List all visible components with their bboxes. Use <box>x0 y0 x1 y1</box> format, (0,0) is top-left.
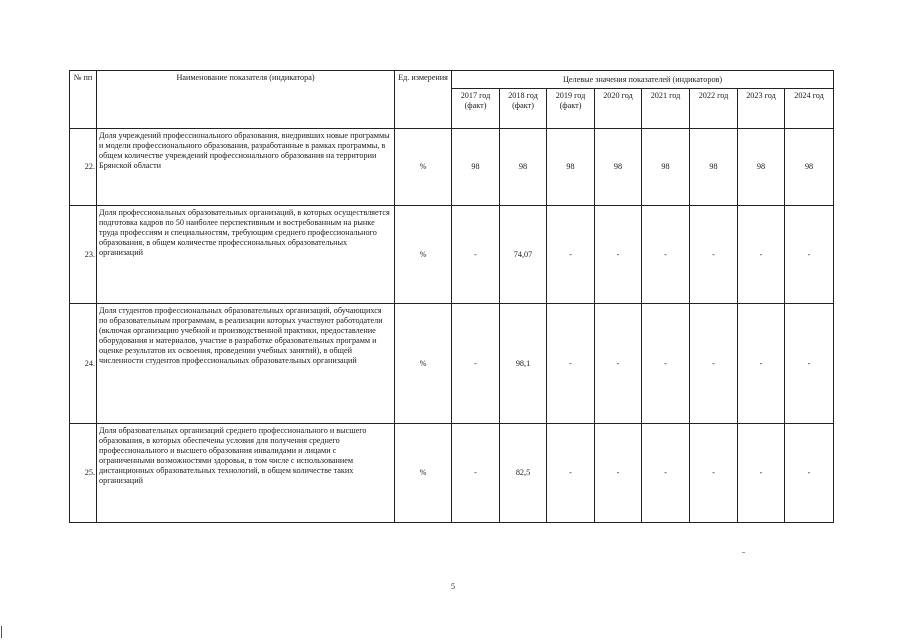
value-cell: - <box>690 424 738 523</box>
value-cell: - <box>595 304 642 424</box>
header-name: Наименование показателя (индикатора) <box>97 71 395 129</box>
value-cell: - <box>547 304 595 424</box>
value-cell: 98 <box>452 129 500 206</box>
value-cell: 98 <box>500 129 547 206</box>
value-cell: - <box>785 304 834 424</box>
header-year: 2019 год (факт) <box>547 89 595 129</box>
scan-speck <box>742 552 745 553</box>
value-cell: - <box>452 304 500 424</box>
indicator-name: Доля образовательных организаций среднего профессионального и высшего образования, в которых обеспечены условия для получения среднего профессионального и высшего образования инвалидами и лицами с ограниченными возможностями здоровья, в том числе с использованием дистанционных образовательных технологий, в общем количестве таких организаций <box>97 424 395 523</box>
header-year: 2022 год <box>690 89 738 129</box>
value-cell: - <box>642 206 690 304</box>
page-number: 5 <box>451 582 455 591</box>
value-cell: 74,07 <box>500 206 547 304</box>
value-cell: - <box>785 206 834 304</box>
header-year: 2017 год (факт) <box>452 89 500 129</box>
header-row-top <box>70 71 834 89</box>
value-cell: - <box>642 304 690 424</box>
indicator-name: Доля профессиональных образовательных организаций, в которых осуществляется подготовка кадров по 50 наиболее перспективным и востребованным на рынке труда профессиям и специальностям, требующим среднего профессионального образования, в общем количестве профессиональных образовательных организаций <box>97 206 395 304</box>
header-year: 2023 год <box>738 89 785 129</box>
value-cell: - <box>452 424 500 523</box>
unit-cell: % <box>395 424 452 523</box>
table-row <box>70 129 834 206</box>
table-row <box>70 424 834 523</box>
row-number: 24. <box>70 304 97 424</box>
scan-edge-mark <box>1 626 2 638</box>
indicators-table <box>69 70 834 523</box>
value-cell: - <box>738 206 785 304</box>
value-cell: - <box>452 206 500 304</box>
indicator-name: Доля учреждений профессионального образования, внедривших новые программы и модели профессионального образования, разработанные в рамках программы, в общем количестве учреждений профессионального образования на территории Брянской области <box>97 129 395 206</box>
value-cell: 82,5 <box>500 424 547 523</box>
value-cell: 98 <box>785 129 834 206</box>
value-cell: - <box>642 424 690 523</box>
value-cell: - <box>547 424 595 523</box>
header-targets: Целевые значения показателей (индикаторов) <box>452 71 834 89</box>
value-cell: - <box>785 424 834 523</box>
value-cell: 98,1 <box>500 304 547 424</box>
header-unit: Ед. измерения <box>395 71 452 129</box>
value-cell: - <box>738 304 785 424</box>
unit-cell: % <box>395 129 452 206</box>
row-number: 22. <box>70 129 97 206</box>
row-number: 23. <box>70 206 97 304</box>
unit-cell: % <box>395 304 452 424</box>
header-year: 2018 год (факт) <box>500 89 547 129</box>
header-year: 2024 год <box>785 89 834 129</box>
value-cell: - <box>547 206 595 304</box>
header-year: 2021 год <box>642 89 690 129</box>
value-cell: - <box>595 424 642 523</box>
table-row <box>70 304 834 424</box>
row-number: 25. <box>70 424 97 523</box>
value-cell: 98 <box>595 129 642 206</box>
value-cell: 98 <box>738 129 785 206</box>
header-year: 2020 год <box>595 89 642 129</box>
header-num: № пп <box>70 71 97 129</box>
value-cell: 98 <box>642 129 690 206</box>
value-cell: - <box>690 206 738 304</box>
value-cell: - <box>690 304 738 424</box>
indicator-name: Доля студентов профессиональных образовательных организаций, обучающихся по образовательным программам, в реализации которых участвуют работодатели (включая организацию учебной и производственной практики, предоставление оборудования и материалов, участие в разработке образовательных программ и оценке результатов их освоения, проведении учебных занятий), в общей численности студентов профессиональных образовательных организаций <box>97 304 395 424</box>
value-cell: 98 <box>547 129 595 206</box>
value-cell: - <box>738 424 785 523</box>
table-row <box>70 206 834 304</box>
value-cell: 98 <box>690 129 738 206</box>
unit-cell: % <box>395 206 452 304</box>
value-cell: - <box>595 206 642 304</box>
